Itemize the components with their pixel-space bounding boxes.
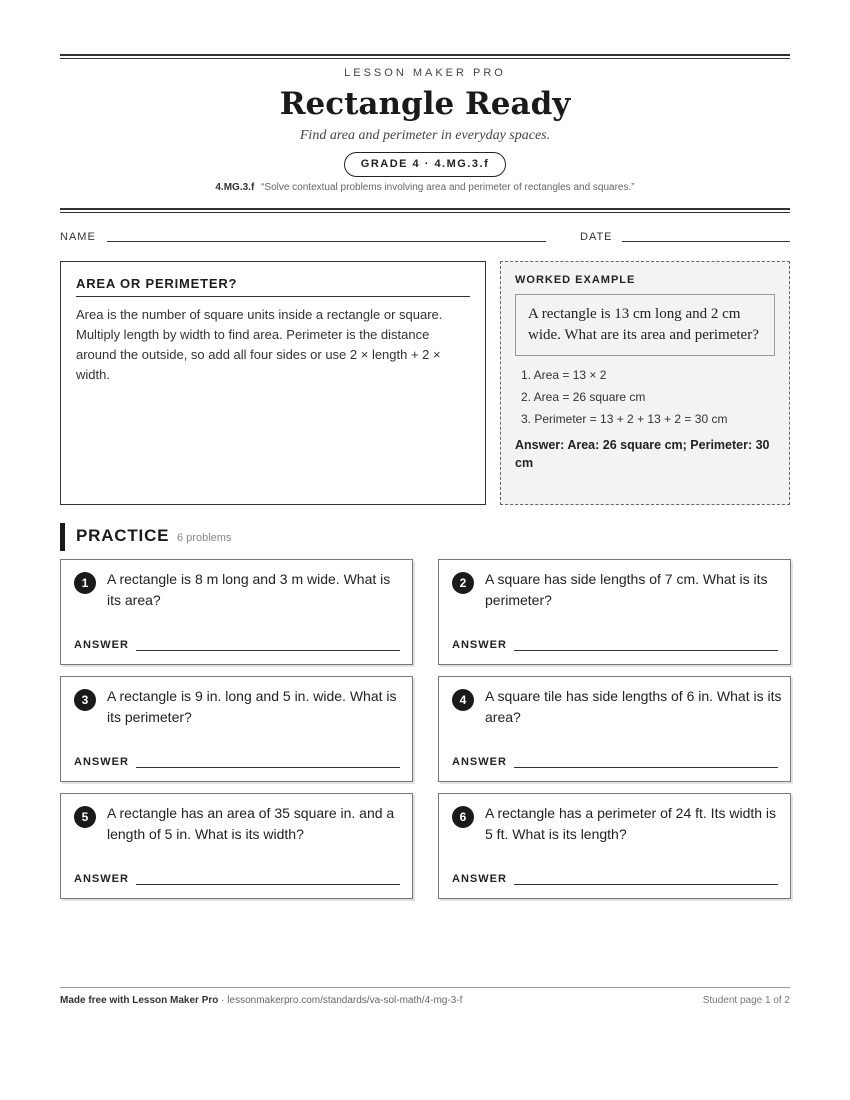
worked-example-steps [515,364,775,430]
answer-label: ANSWER [452,873,507,885]
answer-label: ANSWER [74,756,129,768]
worked-example-step: 3. Perimeter = 13 + 2 + 13 + 2 = 30 cm [521,412,728,426]
problem-number-badge: 3 [74,689,96,711]
worked-example-box [500,261,790,505]
standard-text: “Solve contextual problems involving area and perimeter of rectangles and squares.” [261,182,635,193]
problem-number-badge: 5 [74,806,96,828]
header-top-rule [60,54,790,59]
problem-card-5 [60,793,413,899]
problem-text: A square tile has side lengths of 6 in. What is its area? [485,688,782,725]
problem-text: A rectangle has a perimeter of 24 ft. Its width is 5 ft. What is its length? [485,805,777,842]
practice-title: PRACTICE [76,526,170,545]
problem-card-3 [60,676,413,782]
answer-label: ANSWER [452,639,507,651]
answer-label: ANSWER [74,639,129,651]
answer-field[interactable] [514,884,778,885]
answer-label: ANSWER [452,756,507,768]
concept-body: Area is the number of square units inside a rectangle or square. Multiply length by width to find area. Perimeter is the distance around the outside, so add all four sides or use 2 × length + 2 × width. [76,307,443,382]
worksheet-page [60,0,790,1100]
grade-badge: GRADE 4 · 4.MG.3.f [344,152,506,177]
worked-example-title: WORKED EXAMPLE [515,274,636,286]
problem-text: A rectangle is 8 m long and 3 m wide. What is its area? [107,571,391,608]
practice-accent-bar [60,523,65,551]
worked-example-question: A rectangle is 13 cm long and 2 cm wide. What are its area and perimeter? [515,294,775,356]
header-bottom-rule [60,208,790,213]
problem-card-1 [60,559,413,665]
problem-number-badge: 2 [452,572,474,594]
footer-made-with: Made free with Lesson Maker Pro [60,995,219,1006]
footer-credit [60,995,462,1006]
date-field[interactable] [622,241,790,242]
answer-field[interactable] [136,884,400,885]
practice-count: 6 problems [177,532,232,544]
problem-card-2 [438,559,791,665]
footer-rule [60,987,790,988]
page-title: Rectangle Ready [279,86,571,122]
standard-code: 4.MG.3.f [215,182,255,193]
worked-example-step: 1. Area = 13 × 2 [521,368,607,382]
answer-field[interactable] [514,650,778,651]
answer-field[interactable] [514,767,778,768]
worked-example-answer: Answer: Area: 26 square cm; Perimeter: 30 cm [515,438,770,470]
problem-text: A square has side lengths of 7 cm. What is its perimeter? [485,571,768,608]
problem-card-4 [438,676,791,782]
concept-title: AREA OR PERIMETER? [76,276,470,297]
problem-text: A rectangle has an area of 35 square in. and a length of 5 in. What is its width? [107,805,395,842]
standard-line [60,182,790,193]
name-label: NAME [60,231,96,243]
footer-url[interactable]: lessonmakerpro.com/standards/va-sol-math/4-mg-3-f [227,995,463,1006]
footer-page-number: Student page 1 of 2 [702,995,790,1006]
page-subtitle: Find area and perimeter in everyday spaces. [299,128,551,143]
problem-number-badge: 1 [74,572,96,594]
brand-name: LESSON MAKER PRO [344,67,506,79]
footer-separator: · [218,995,228,1006]
concept-box [60,261,486,505]
answer-label: ANSWER [74,873,129,885]
date-label: DATE [580,231,613,243]
problem-number-badge: 4 [452,689,474,711]
answer-field[interactable] [136,650,400,651]
problem-number-badge: 6 [452,806,474,828]
problem-card-6 [438,793,791,899]
worked-example-step: 2. Area = 26 square cm [521,390,646,404]
answer-field[interactable] [136,767,400,768]
problem-text: A rectangle is 9 in. long and 5 in. wide. What is its perimeter? [107,688,397,725]
name-field[interactable] [107,241,546,242]
